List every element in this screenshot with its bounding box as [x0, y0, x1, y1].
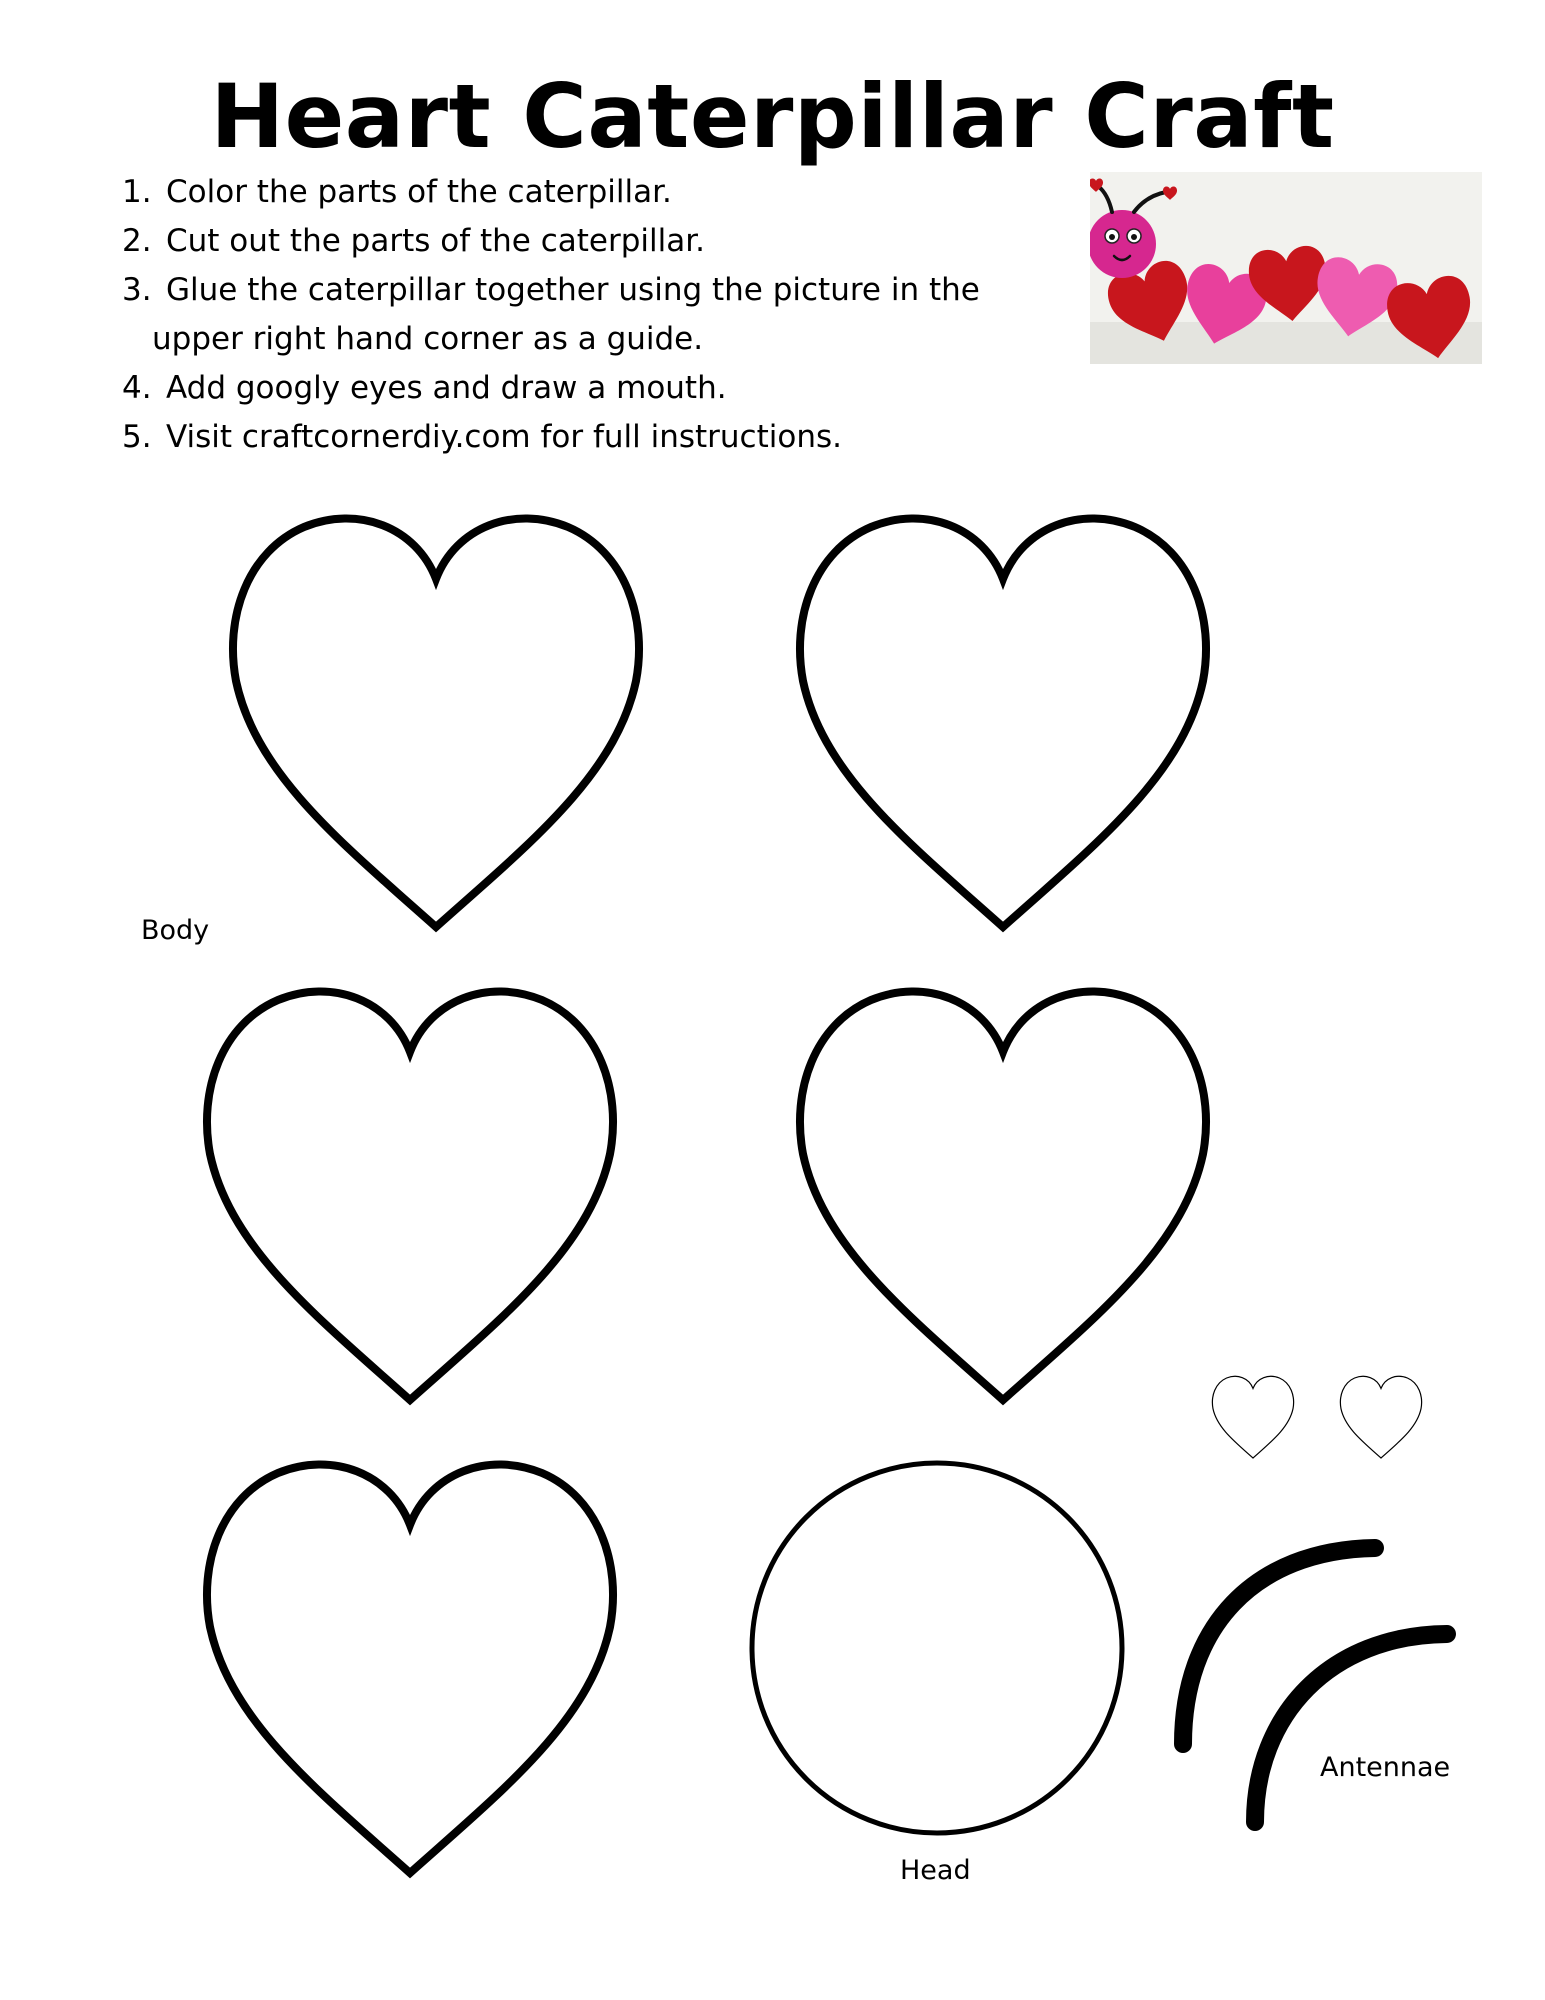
step-text: Add googly eyes and draw a mouth. — [166, 370, 727, 406]
page-title: Heart Caterpillar Craft — [210, 65, 1335, 168]
step-number: 2. — [122, 223, 152, 259]
step-number: 1. — [122, 174, 152, 210]
head-label: Head — [900, 1855, 971, 1886]
step-text: Color the parts of the caterpillar. — [166, 174, 672, 210]
heart-outline-icon — [233, 519, 639, 927]
step-text-continuation: upper right hand corner as a guide. — [152, 321, 704, 357]
small-heart-outline-icon — [1212, 1376, 1293, 1458]
step-text: Visit craftcornerdiy.com for full instructions. — [166, 419, 842, 455]
heart-outline-icon — [800, 992, 1206, 1400]
step-text: Glue the caterpillar together using the picture in the — [166, 272, 980, 308]
step-number: 3. — [122, 272, 152, 308]
heart-outline-icon — [207, 992, 613, 1400]
heart-outline-icon — [800, 519, 1206, 927]
curved-stroke-icon — [1255, 1634, 1447, 1822]
step-number: 4. — [122, 370, 152, 406]
antennae-label: Antennae — [1320, 1752, 1451, 1783]
body-label: Body — [141, 915, 210, 946]
step-text: Cut out the parts of the caterpillar. — [166, 223, 705, 259]
step-number: 5. — [122, 419, 152, 455]
circle-outline-icon — [752, 1463, 1122, 1833]
heart-outline-icon — [207, 1465, 613, 1873]
small-heart-outline-icon — [1340, 1376, 1421, 1458]
